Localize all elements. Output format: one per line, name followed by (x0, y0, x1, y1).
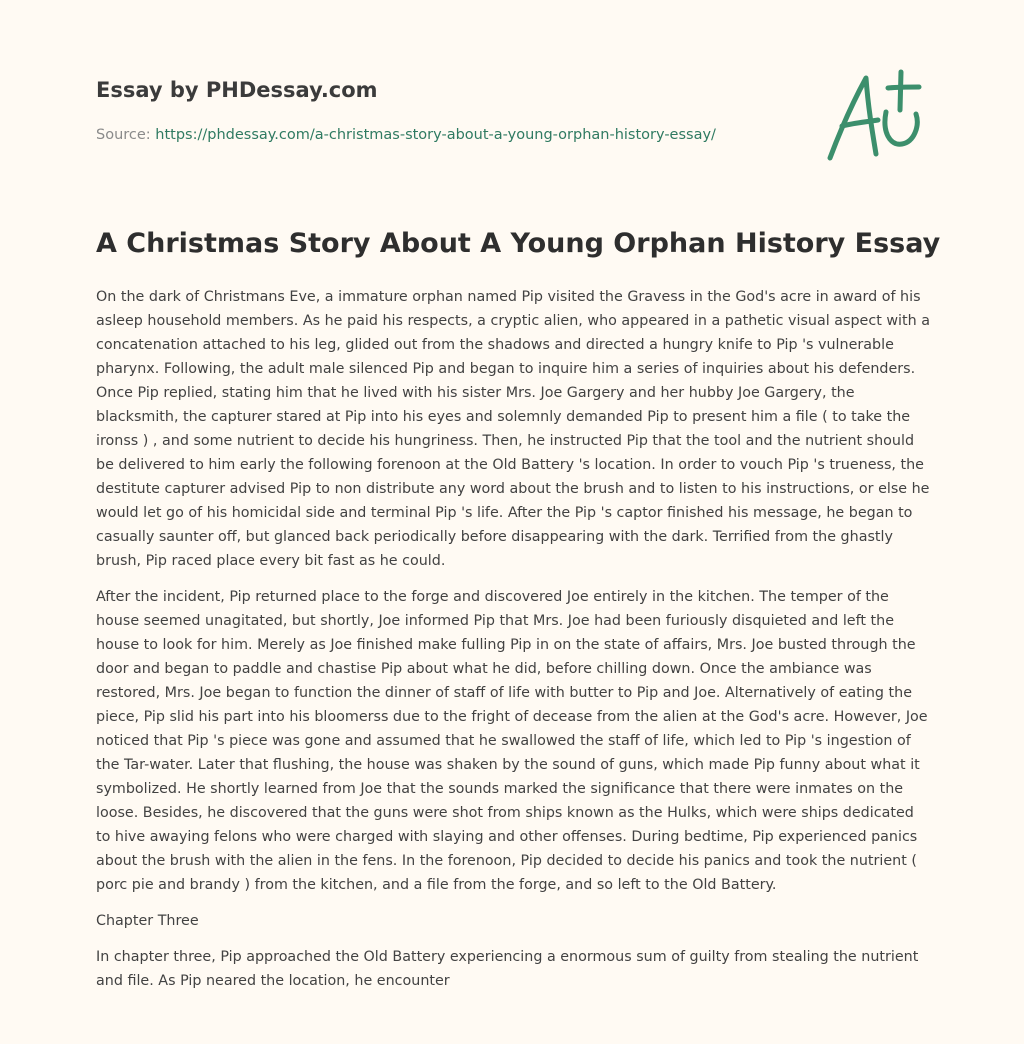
site-brand: Essay by PHDessay.com (96, 78, 378, 102)
chapter-heading: Chapter Three (96, 913, 199, 929)
paragraph: On the dark of Christmans Eve, a immature orphan named Pip visited the Gravess in the God's acre in award of his asleep household members. As he paid his respects, a cryptic alien, who appeared in a pathetic visual aspect with a concatenation attached to his leg, glided out from the shadows and directed a hungry knife to Pip 's vulnerable pharynx. Following, the adult male silenced Pip and began to inquire him a series of inquiries about his defenders. Once Pip replied, stating him that he lived with his sister Mrs. Joe Gargery and her hubby Joe Gargery, the blacksmith, the capturer stared at Pip into his eyes and solemnly demanded Pip to present him a file ( to take the ironss ) , and some nutrient to decide his hungriness. Then, he instructed Pip that the tool and the nutrient should be delivered to him early the following forenoon at the Old Battery 's location. In order to vouch Pip 's trueness, the destitute capturer advised Pip to non distribute any word about the brush and to listen to his instructions, or else he would let go of his homicidal side and terminal Pip 's life. After the Pip 's captor finished his message, he began to casually saunter off, but glanced back periodically before disappearing with the dark. Terrified from the ghastly brush, Pip raced place every bit fast as he could. (96, 289, 930, 569)
site-header (96, 76, 796, 145)
source-link[interactable]: https://phdessay.com/a-christmas-story-about-a-young-orphan-history-essay/ (155, 127, 716, 143)
paragraph: In chapter three, Pip approached the Old Battery experiencing a enormous sum of guilty from stealing the nutrient and file. As Pip neared the location, he encounter (96, 949, 919, 989)
source-label: Source: (96, 127, 156, 143)
paragraph: After the incident, Pip returned place to the forge and discovered Joe entirely in the kitchen. The temper of the house seemed unagitated, but shortly, Joe informed Pip that Mrs. Joe had been furiously disquieted and left the house to look for him. Merely as Joe finished make fulling Pip in on the state of affairs, Mrs. Joe busted through the door and began to paddle and chastise Pip about what he did, before chilling down. Once the ambiance was restored, Mrs. Joe began to function the dinner of staff of life with butter to Pip and Joe. Alternatively of eating the piece, Pip slid his part into his bloomerss due to the fright of decease from the alien at the God's acre. However, Joe noticed that Pip 's piece was gone and assumed that he swallowed the staff of life, which led to Pip 's ingestion of the Tar-water. Later that flushing, the house was shaken by the sound of guns, which made Pip funny about what it symbolized. He shortly learned from Joe that the sounds marked the significance that there were inmates on the loose. Besides, he discovered that the guns were shot from ships known as the Hulks, which were ships dedicated to hive awaying felons who were charged with slaying and other offenses. During bedtime, Pip experienced panics about the brush with the alien in the fens. In the forenoon, Pip decided to decide his panics and took the nutrient ( porc pie and brandy ) from the kitchen, and a file from the forge, and so left to the Old Battery. (96, 589, 928, 893)
source-line (96, 125, 796, 145)
article-body (96, 285, 930, 1005)
a-plus-grade-icon (822, 66, 932, 166)
article-title: A Christmas Story About A Young Orphan History Essay (96, 228, 941, 259)
